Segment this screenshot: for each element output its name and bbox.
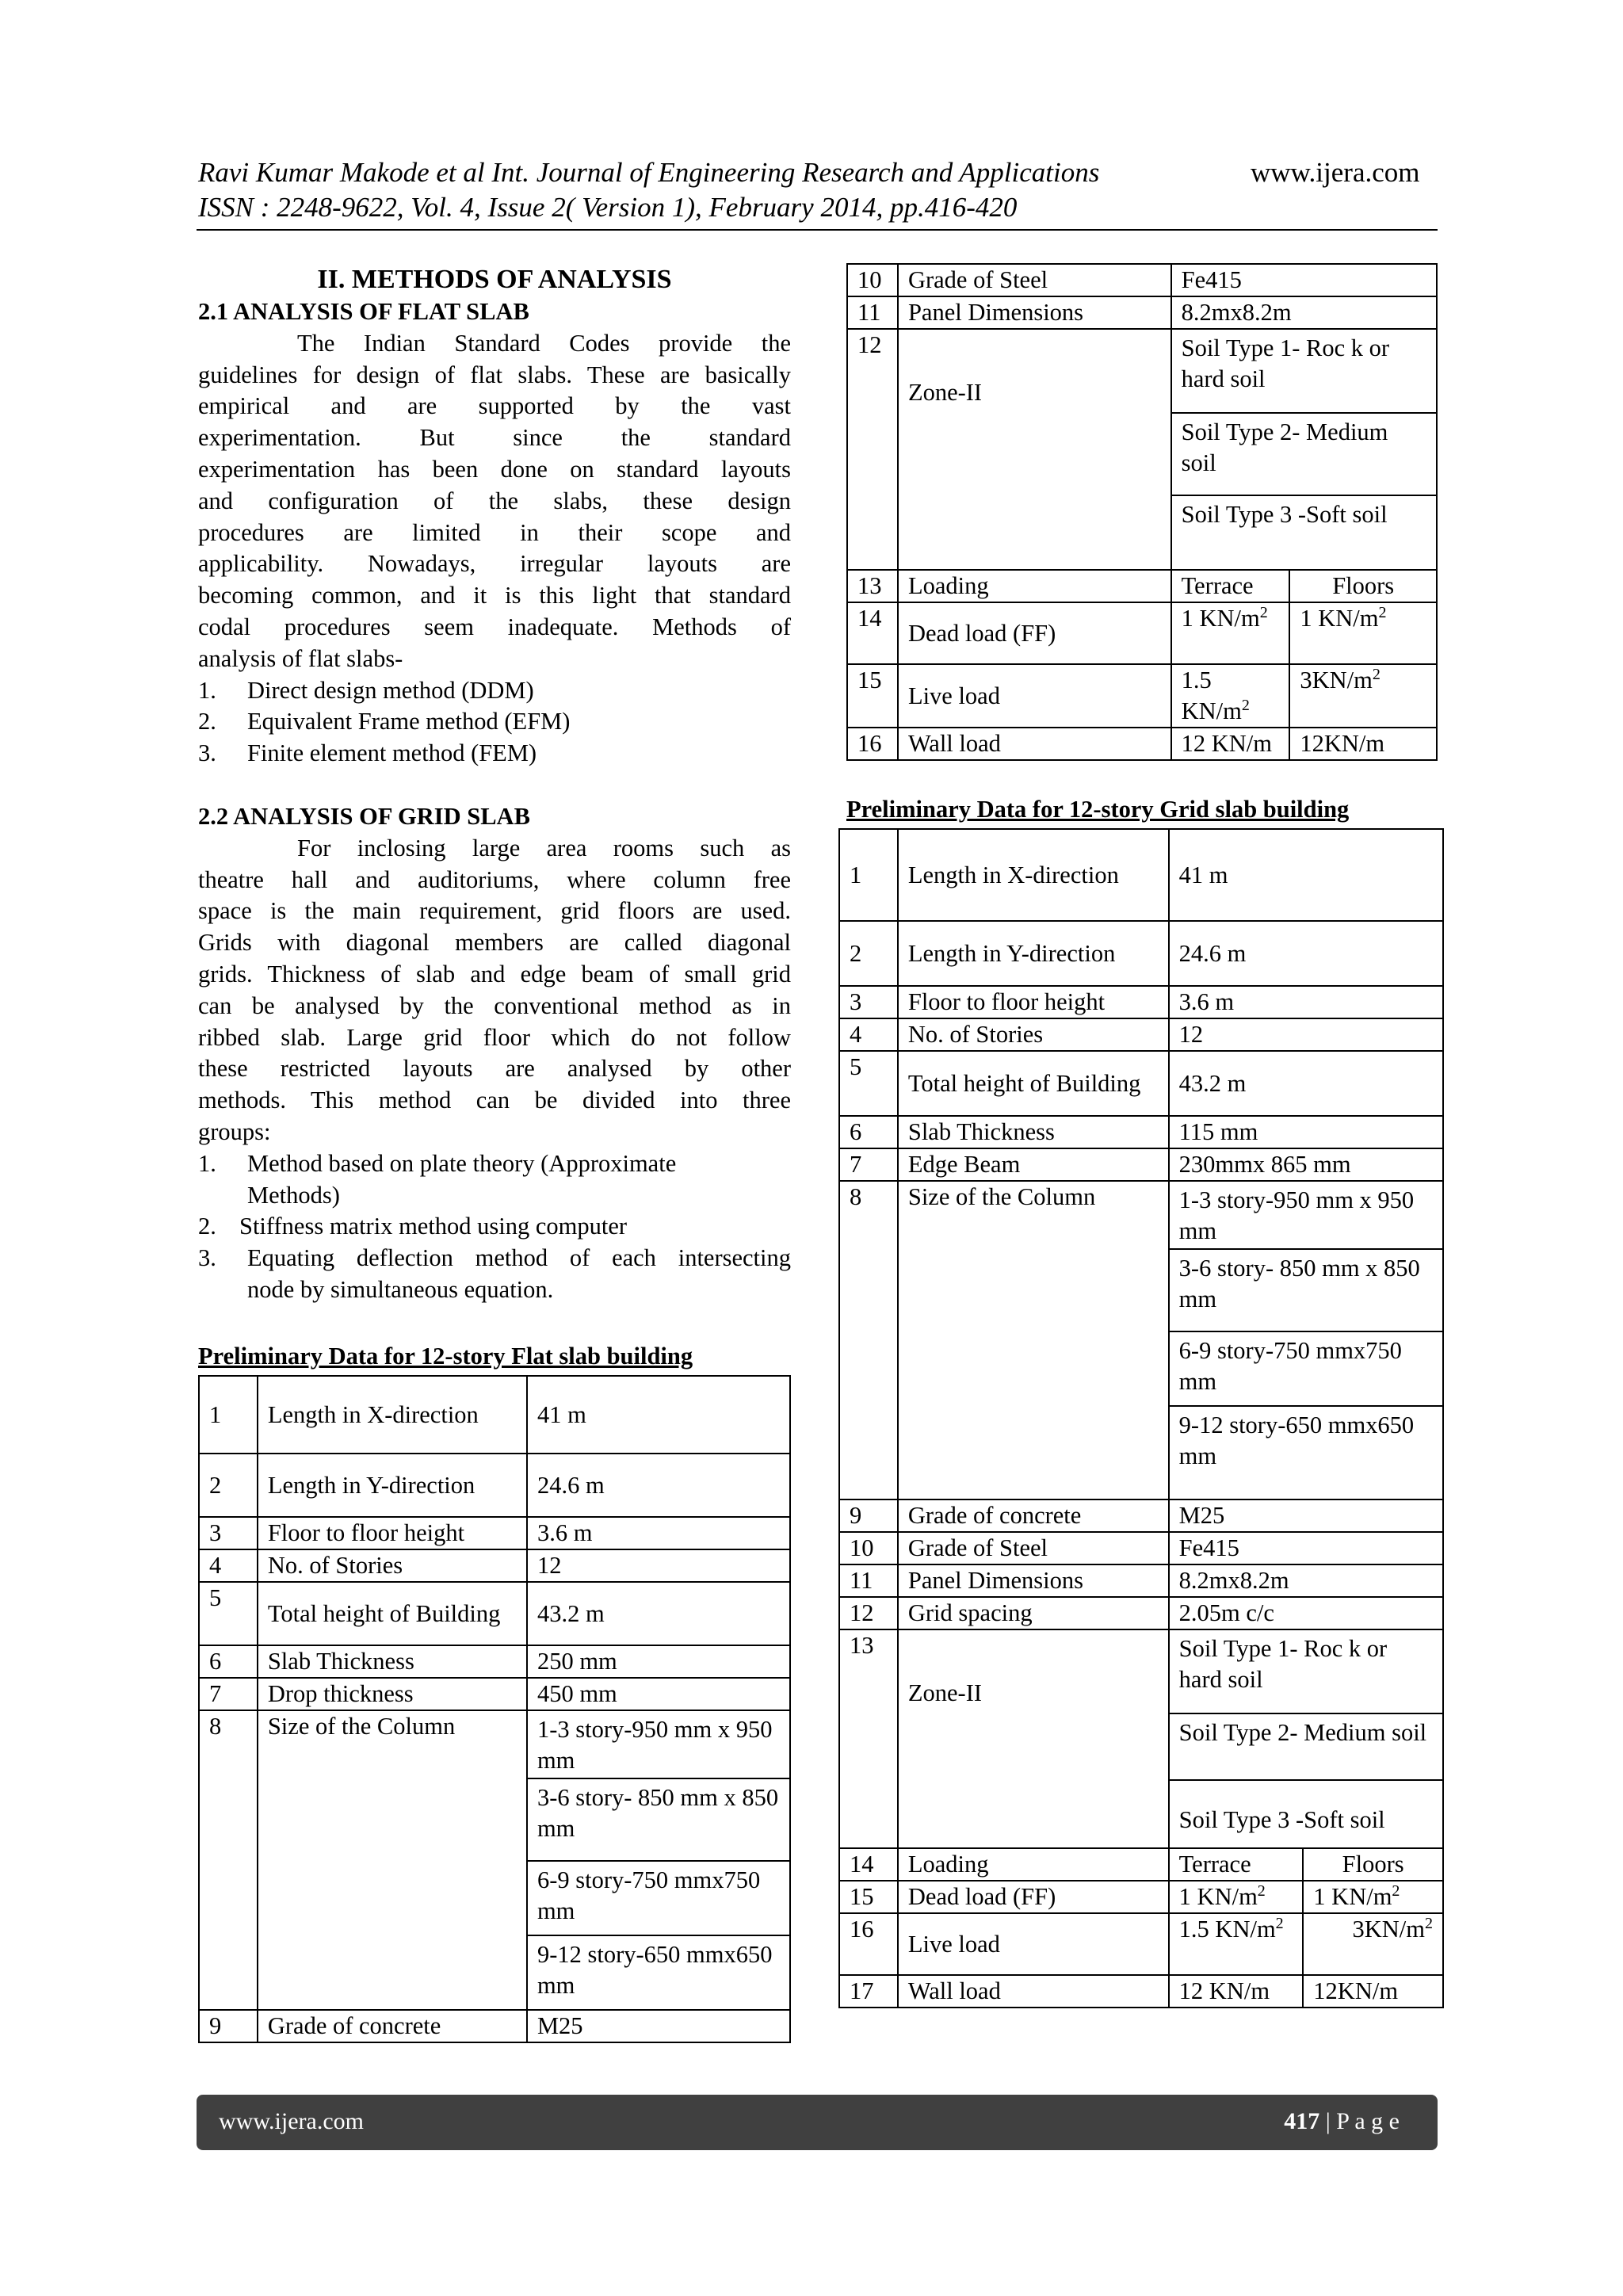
header-line-1: Ravi Kumar Makode et al Int. Journal of Engineering Research and Applications xyxy=(198,157,1100,188)
footer-website[interactable]: www.ijera.com xyxy=(219,2108,364,2134)
text-line: ribbed slab. Large grid floor which do not follow xyxy=(198,1023,791,1051)
text-line: procedures are limited in their scope and xyxy=(198,518,791,546)
page-footer xyxy=(197,2095,1438,2150)
table-row: 4 No. of Stories 12 xyxy=(199,1549,790,1582)
text-line: becoming common, and it is this light that standard xyxy=(198,582,791,609)
text-line: can be analysed by the conventional method as in xyxy=(198,991,791,1019)
soil-type-cell: Soil Type 1- Roc k or hard soil Soil Type 2- Medium soil Soil Type 3 -Soft soil xyxy=(1171,329,1437,570)
flat-table-caption: Preliminary Data for 12-story Flat slab building xyxy=(198,1343,693,1370)
flat-slab-paragraph xyxy=(198,328,791,675)
list-item: 2. Equivalent Frame method (EFM) xyxy=(198,708,571,735)
list-item: 2. Stiffness matrix method using computer xyxy=(198,1213,628,1240)
table-row: 13 Loading Terrace Floors xyxy=(847,570,1437,602)
table-row: 16 Wall load 12 KN/m 12KN/m xyxy=(847,728,1437,760)
text-line: experimentation. But since the standard xyxy=(198,424,791,452)
grid-methods-list xyxy=(198,1148,791,1306)
table-row: 9 Grade of concrete M25 xyxy=(199,2010,790,2042)
table-row: 11 Panel Dimensions 8.2mx8.2m xyxy=(839,1564,1443,1597)
table-row: 2 Length in Y-direction 24.6 m xyxy=(839,921,1443,986)
text-line: space is the main requirement, grid floors are used. xyxy=(198,897,791,925)
table-row: 2 Length in Y-direction 24.6 m xyxy=(199,1454,790,1517)
table-row: 15 Live load 1.5 $KN/m^2$ $3KN/m^2$ xyxy=(847,664,1437,728)
table-row: 1 Length in X-direction 41 m xyxy=(199,1376,790,1454)
column-size-cell: 1-3 story-950 mm x 950 mm 3-6 story- 850 mm x 850 mm 6-9 story-750 mmx750 mm 9-12 story-650 mmx650 mm xyxy=(527,1710,790,2010)
list-item: 3. Equating deflection method of each intersecting node by simultaneous equation. xyxy=(198,1244,791,1303)
table-row: 17 Wall load 12 KN/m 12KN/m xyxy=(839,1975,1443,2008)
table-row: 10 Grade of Steel Fe415 xyxy=(839,1532,1443,1564)
table-row: 5 Total height of Building 43.2 m xyxy=(839,1051,1443,1116)
table-row: 8 Size of the Column 1-3 story-950 mm x 950 mm 3-6 story- 850 mm x 850 mm 6-9 story-750 mmx750 mm 9-12 story-650 mmx650 mm xyxy=(199,1710,790,2010)
table-row: 15 Dead load (FF) 1 $KN/m^2$ 1 $KN/m^2$ xyxy=(839,1881,1443,1913)
list-item: 3. Finite element method (FEM) xyxy=(198,739,537,767)
table-row: 3 Floor to floor height 3.6 m xyxy=(199,1517,790,1549)
journal-header xyxy=(198,155,1099,225)
subsection-grid-slab: 2.2 ANALYSIS OF GRID SLAB xyxy=(198,802,530,830)
text-line: methods. This method can be divided into three xyxy=(198,1087,791,1114)
table-row: 7 Edge Beam 230mmx 865 mm xyxy=(839,1148,1443,1181)
table-row: 4 No. of Stories 12 xyxy=(839,1018,1443,1051)
text-line: and configuration of the slabs, these design xyxy=(198,487,791,514)
left-column xyxy=(198,263,791,1306)
text-line: codal procedures seem inadequate. Methods of xyxy=(198,613,791,640)
grid-table-caption: Preliminary Data for 12-story Grid slab building xyxy=(846,796,1350,823)
text-line: experimentation has been done on standard layouts xyxy=(198,455,791,483)
text-line: groups: xyxy=(198,1117,271,1145)
header-line-2: ISSN : 2248-9622, Vol. 4, Issue 2( Version 1), February 2014, pp.416-420 xyxy=(198,192,1018,223)
text-line: theatre hall and auditoriums, where column free xyxy=(198,865,791,893)
flat-slab-table xyxy=(198,1375,791,2043)
text-line: The Indian Standard Codes provide the xyxy=(297,329,791,357)
flat-methods-list xyxy=(198,675,791,770)
table-row: 12 Zone-II Soil Type 1- Roc k or hard soil Soil Type 2- Medium soil Soil Type 3 -Soft soil xyxy=(847,329,1437,570)
header-rule xyxy=(197,229,1438,231)
text-line: Grids with diagonal members are called diagonal xyxy=(198,929,791,957)
grid-slab-paragraph xyxy=(198,833,791,1148)
text-line: these restricted layouts are analysed by other xyxy=(198,1055,791,1083)
table-row: 3 Floor to floor height 3.6 m xyxy=(839,986,1443,1018)
table-row: 14 Dead load (FF) 1 $KN/m^2$ 1 $KN/m^2$ xyxy=(847,602,1437,664)
table-row: 16 Live load 1.5 $KN/m^2$ $3KN/m^2$ xyxy=(839,1913,1443,1975)
table-row: 8 Size of the Column 1-3 story-950 mm x 950 mm 3-6 story- 850 mm x 850 mm 6-9 story-750 mmx750 mm 9-12 story-650 mmx650 mm xyxy=(839,1181,1443,1499)
subsection-flat-slab: 2.1 ANALYSIS OF FLAT SLAB xyxy=(198,298,529,325)
grid-slab-table xyxy=(838,828,1444,2008)
table-row: 7 Drop thickness 450 mm xyxy=(199,1678,790,1710)
table-row: 1 Length in X-direction 41 m xyxy=(839,829,1443,921)
text-line: analysis of flat slabs- xyxy=(198,644,403,672)
header-website[interactable]: www.ijera.com xyxy=(1251,157,1420,188)
text-line: grids. Thickness of slab and edge beam of small grid xyxy=(198,960,791,988)
list-item: 1. Direct design method (DDM) xyxy=(198,676,534,704)
table-row: 6 Slab Thickness 250 mm xyxy=(199,1645,790,1678)
text-line: For inclosing large area rooms such as xyxy=(297,834,791,861)
column-size-cell: 1-3 story-950 mm x 950 mm 3-6 story- 850 mm x 850 mm 6-9 story-750 mmx750 mm 9-12 story-650 mmx650 mm xyxy=(1169,1181,1443,1499)
section-title: II. METHODS OF ANALYSIS xyxy=(317,265,672,294)
flat-slab-table-continued xyxy=(846,263,1438,761)
page-number: 417 | P a g e xyxy=(1284,2108,1400,2134)
list-item: 1. Method based on plate theory (Approximate Methods) xyxy=(198,1149,677,1209)
table-row: 14 Loading Terrace Floors xyxy=(839,1848,1443,1881)
text-line: applicability. Nowadays, irregular layouts are xyxy=(198,550,791,578)
soil-type-cell: Soil Type 1- Roc k or hard soil Soil Type 2- Medium soil Soil Type 3 -Soft soil xyxy=(1169,1629,1443,1848)
table-row: 10 Grade of Steel Fe415 xyxy=(847,264,1437,296)
table-row: 12 Grid spacing 2.05m c/c xyxy=(839,1597,1443,1629)
table-row: 6 Slab Thickness 115 mm xyxy=(839,1116,1443,1148)
text-line: guidelines for design of flat slabs. These are basically xyxy=(198,361,791,388)
text-line: empirical and are supported by the vast xyxy=(198,392,791,420)
table-row: 11 Panel Dimensions 8.2mx8.2m xyxy=(847,296,1437,329)
table-row: 5 Total height of Building 43.2 m xyxy=(199,1582,790,1645)
table-row: 13 Zone-II Soil Type 1- Roc k or hard soil Soil Type 2- Medium soil Soil Type 3 -Soft soil xyxy=(839,1629,1443,1848)
table-row: 9 Grade of concrete M25 xyxy=(839,1499,1443,1532)
